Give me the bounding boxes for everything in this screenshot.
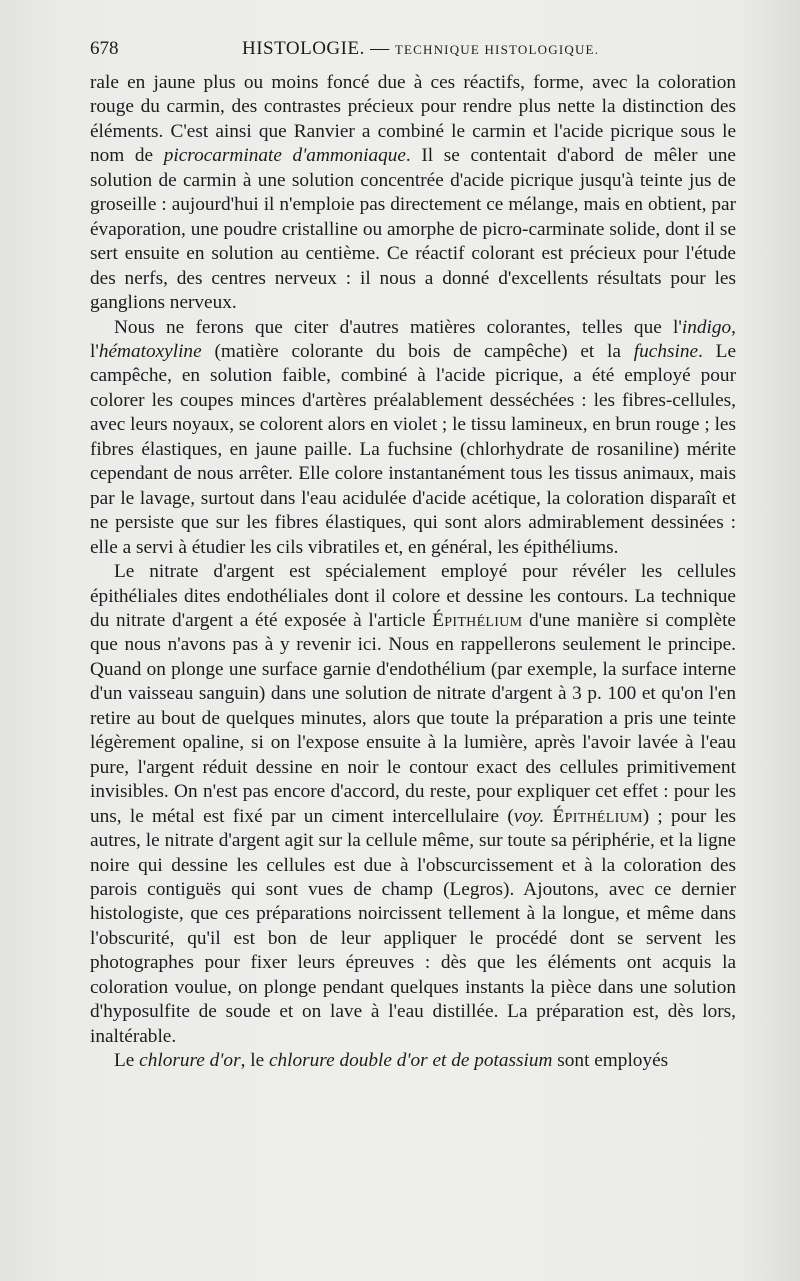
text-run: . Le campêche, en solution faible, combiné à l'acide picrique, a été employé pour colorer les coupes minces d'artères préalablement desséchées : les fibres-cellules, avec leurs noyaux, se colorent alors en violet ; le tissu lamineux, en brun rouge ; les fibres élastiques, en jaune paille. La fuchsine (chlorhydrate de rosaniline) mérite cependant de nous arrêter. Elle colore instantanément tous les tissus animaux, mais par le lavage, surtout dans l'eau acidulée d'acide acétique, la coloration disparaît et ne persiste que sur les fibres élastiques, qui sont alors admirablement dessinées : elle a servi à étudier les cils vibratiles et, en général, les épithéliums. (90, 340, 737, 558)
italic-term: chlorure d'or (139, 1050, 241, 1072)
text-run: Nous ne ferons que citer d'autres matières colorantes, telles que l' (114, 316, 682, 338)
text-run: ) ; pour les autres, le nitrate d'argent agit sur la cellule même, sur toute sa périphérie, et la ligne noire qui dessine les cellules est due à l'obscurcissement et à la coloration des parois contiguës qui sont vues de champ (Legros). Ajoutons, avec ce dernier histologiste, que ces préparations noircissent tellement à la longue, et même dans l'obscurité, qu'il est bon de leur appliquer le procédé dont se servent les photographes pour fixer leurs épreuves : dès que les éléments ont acquis la coloration voulue, on plonge pendant quelques instants la pièce dans une solution d'hyposulfite de soude et on lave à l'eau distillée. La préparation est, dès lors, inaltérable. (90, 805, 737, 1047)
paragraph-nitrate-argent (90, 560, 736, 1049)
text-run: sont employés (552, 1050, 669, 1072)
italic-term: indigo (681, 316, 732, 338)
text-run: Le nitrate d'argent est spécialement employé pour révéler les cellules épithéliales dites endothéliales dont il colore et dessine les contours. La technique du nitrate d'argent a été exposée à l'article (90, 561, 736, 631)
italic-term: voy. (513, 805, 545, 827)
text-run: . Il se contentait d'abord de mêler une solution de carmin à une solution concentrée d'acide picrique jusqu'à teinte jus de groseille : aujourd'hui il n'emploie pas directement ce mélange, mais en obtient, par évaporation, une poudre cristalline ou amorphe de picro-carminate solide, dont il se sert ensuite en solution au centième. Ce réactif colorant est précieux pour l'étude des nerfs, des centres nerveux : il nous a donné d'excellents résultats pour les ganglions nerveux. (90, 145, 736, 314)
cross-reference: Épithélium (552, 805, 643, 827)
text-run (544, 806, 552, 827)
running-title-main: HISTOLOGIE. (242, 38, 365, 59)
italic-term: chlorure double d'or et de potassium (268, 1050, 553, 1072)
italic-term: hématoxyline (98, 340, 202, 362)
running-title-separator: — (370, 38, 390, 59)
paragraph-picrocarminate (90, 71, 736, 316)
text-run: (matière colorante du bois de campêche) et la (201, 340, 634, 362)
text-run: d'une manière si complète que nous n'avons pas à y revenir ici. Nous en rappellerons seulement le principe. Quand on plonge une surface garnie d'endothélium (par exemple, la surface interne d'un vaisseau sanguin) dans une solution de nitrate d'argent à 3 p. 100 et qu'on l'en retire au bout de quelques minutes, alors que toute la préparation a pris une teinte légèrement opaline, si on l'expose ensuite à la lumière, après l'avoir lavée à l'eau pure, l'argent réduit dessine en noir le contour exact des cellules primitivement invisibles. On n'est pas encore d'accord, du reste, pour expliquer cet effet : pour les uns, le métal est fixé par un ciment intercellulaire ( (90, 609, 736, 827)
italic-term: fuchsine (633, 340, 699, 362)
text-run: rale en jaune plus ou moins foncé due à ces réactifs, forme, avec la coloration rouge du carmin, des contrastes précieux pour rendre plus nette la distinction des éléments. C'est ainsi que Ranvier a combiné le carmin et l'acide picrique sous le nom de (90, 72, 736, 167)
italic-term: picrocarminate d'ammoniaque (163, 145, 406, 167)
paragraph-colorants (90, 316, 736, 561)
page-number: 678 (90, 38, 119, 59)
text-run: , le (240, 1050, 269, 1072)
paragraph-chlorure-or (90, 1049, 736, 1073)
cross-reference: Épithélium (432, 609, 523, 631)
text-run: Le (114, 1050, 140, 1072)
running-title-subtitle: TECHNIQUE HISTOLOGIQUE. (394, 42, 600, 57)
running-title (242, 36, 599, 63)
body-text (90, 71, 736, 1074)
running-head (90, 36, 736, 62)
text-run: , l' (90, 316, 736, 362)
